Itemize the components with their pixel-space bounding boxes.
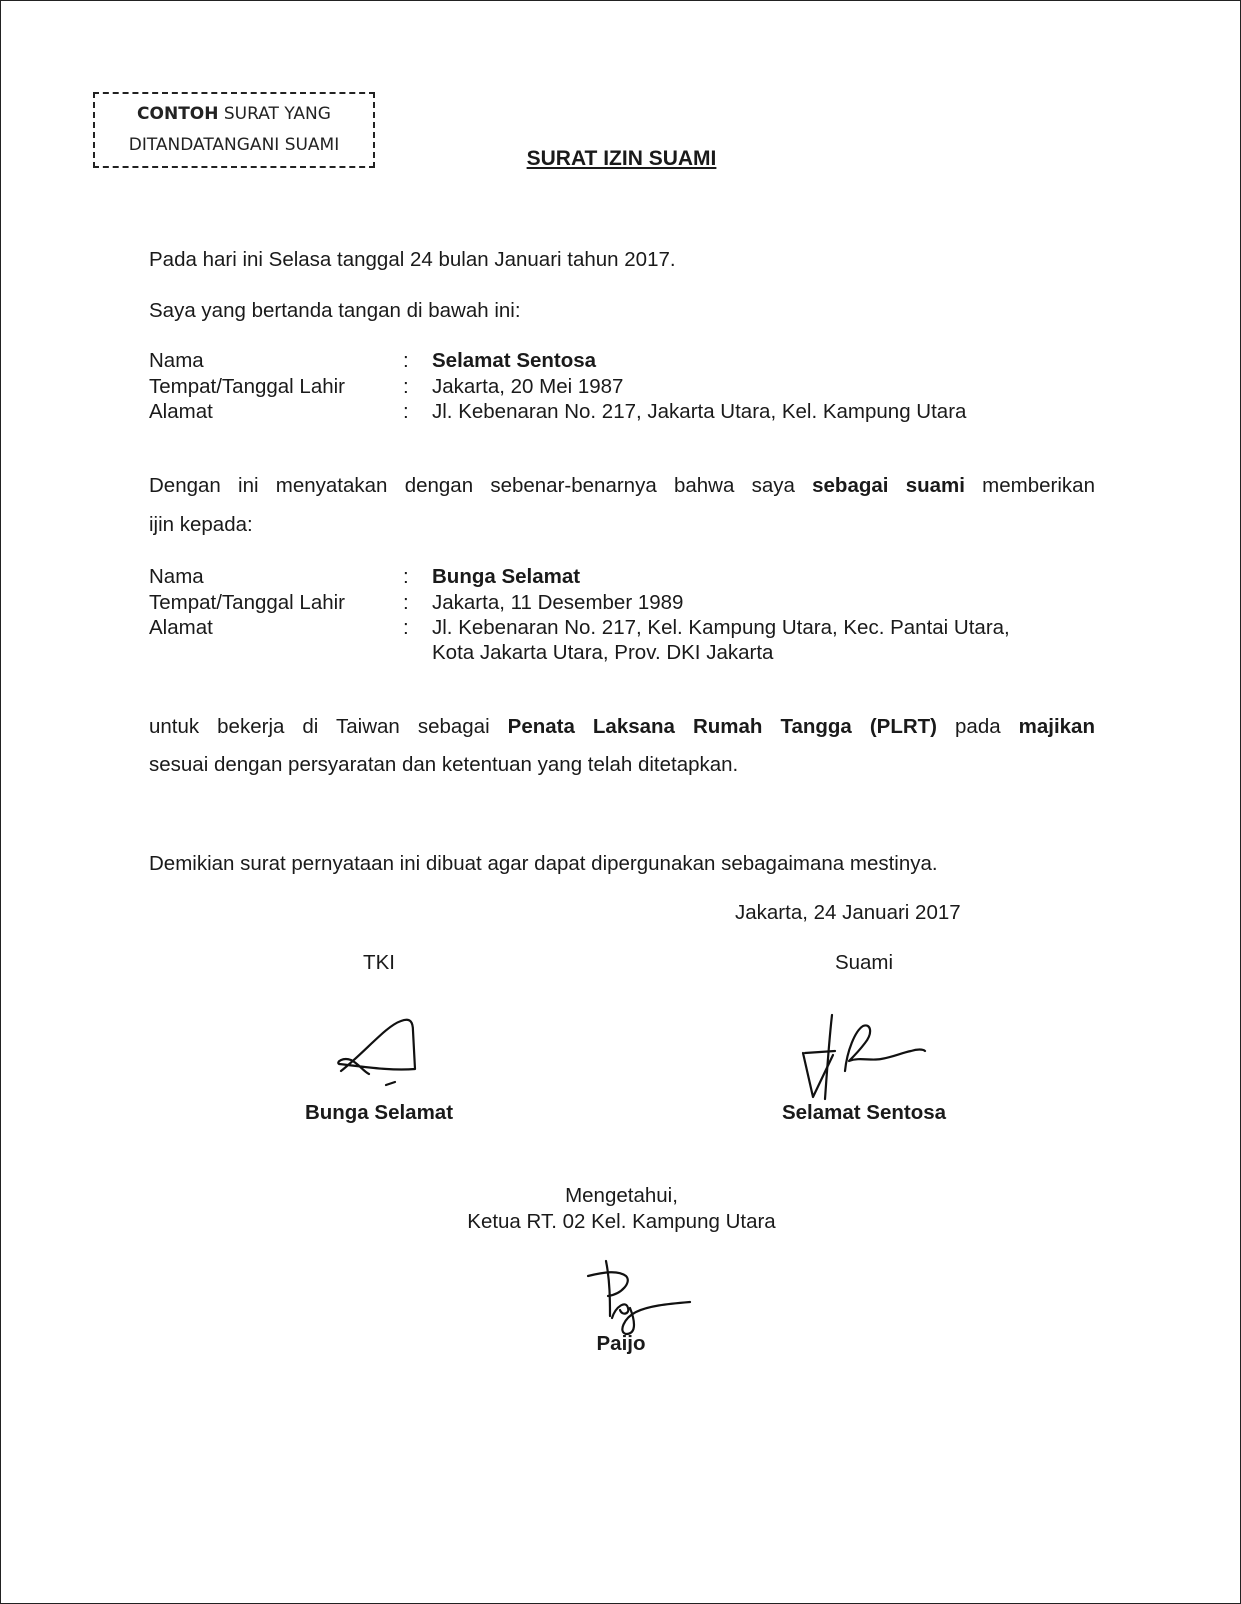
wife-birth-label: Tempat/Tanggal Lahir [149, 591, 346, 614]
sign-right-role: Suami [834, 951, 894, 974]
stamp-line-1-rest: SURAT YANG [218, 104, 331, 124]
purpose-bold-employer: majikan [1018, 715, 1095, 738]
wife-birth-colon: : [403, 591, 409, 614]
letter-title: SURAT IZIN SUAMI [526, 147, 717, 170]
sign-right-name: Selamat Sentosa [781, 1101, 947, 1124]
purpose-line-1 [149, 715, 1095, 739]
purpose-line-2: sesuai dengan persyaratan dan ketentuan yang telah ditetapkan. [149, 753, 739, 776]
purpose-bold-job: Penata Laksana Rumah Tangga (PLRT) [507, 715, 937, 738]
wife-name-label: Nama [149, 565, 204, 588]
wife-address-label: Alamat [149, 616, 213, 639]
statement-text-end: memberikan [964, 474, 1095, 497]
wife-address-line-2: Kota Jakarta Utara, Prov. DKI Jakarta [432, 641, 774, 664]
witness-line-1: Mengetahui, [565, 1184, 678, 1207]
witness-line-2: Ketua RT. 02 Kel. Kampung Utara [467, 1210, 776, 1233]
husband-name-label: Nama [149, 349, 204, 372]
husband-name: Selamat Sentosa [432, 349, 597, 372]
sign-left-role: TKI [363, 951, 395, 974]
wife-name-colon: : [403, 565, 409, 588]
signed-below-line: Saya yang bertanda tangan di bawah ini: [149, 299, 521, 322]
husband-address: Jl. Kebenaran No. 217, Jakarta Utara, Kel. Kampung Utara [432, 400, 967, 423]
intro-line: Pada hari ini Selasa tanggal 24 bulan Januari tahun 2017. [149, 248, 676, 271]
statement-bold: sebagai suami [812, 474, 965, 497]
husband-address-colon: : [403, 400, 409, 423]
stamp-line-2: DITANDATANGANI SUAMI [128, 135, 340, 155]
closing-line: Demikian surat pernyataan ini dibuat agar dapat dipergunakan sebagaimana mestinya. [149, 852, 938, 875]
husband-birth-label: Tempat/Tanggal Lahir [149, 375, 346, 398]
husband-birth-colon: : [403, 375, 409, 398]
witness-name: Paijo [596, 1332, 646, 1355]
wife-birth: Jakarta, 11 Desember 1989 [432, 591, 684, 614]
purpose-text-a: untuk bekerja di Taiwan sebagai [149, 715, 508, 738]
husband-address-label: Alamat [149, 400, 213, 423]
wife-address-line-1: Jl. Kebenaran No. 217, Kel. Kampung Utara, Kec. Pantai Utara, [432, 616, 1010, 639]
stamp-bold-word: CONTOH [137, 104, 219, 124]
wife-address-colon: : [403, 616, 409, 639]
signature-selamat-sentosa [801, 1011, 941, 1106]
statement-text: Dengan ini menyatakan dengan sebenar-benarnya bahwa saya [149, 474, 813, 497]
husband-birth: Jakarta, 20 Mei 1987 [432, 375, 624, 398]
signature-bunga-selamat [331, 1011, 431, 1101]
statement-line-1 [149, 474, 1095, 498]
purpose-text-b: pada [937, 715, 1019, 738]
wife-name: Bunga Selamat [432, 565, 581, 588]
statement-line-2: ijin kepada: [149, 513, 253, 536]
stamp-line-1 [95, 99, 373, 130]
sign-left-name: Bunga Selamat [304, 1101, 454, 1124]
place-date: Jakarta, 24 Januari 2017 [735, 901, 961, 924]
signature-paijo [586, 1256, 706, 1341]
husband-name-colon: : [403, 349, 409, 372]
